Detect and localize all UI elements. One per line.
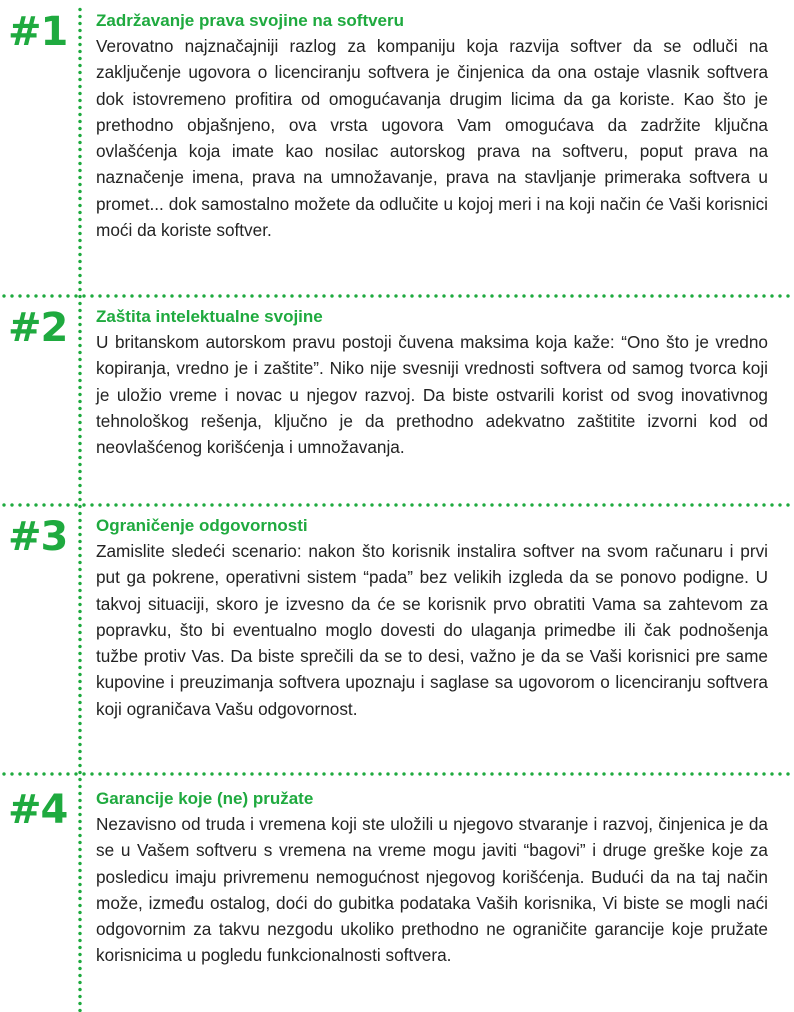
section-body: Zamislite sledeći scenario: nakon što korisnik instalira softver na svom računaru i prvi put ga pokrene, operativni sistem “pada” bez velikih izgleda da se ponovo podigne. U takvoj situaciji, skoro je izvesno da će se korisnik prvo obratiti Vama sa zahtevom za popravku, što bi eventualno moglo dovesti do ulaganja primedbe ili čak podnošenja tužbe protiv Vas. Da biste sprečili da se to desi, važno je da se Vaši korisnici pre same kupovine i preuzimanja softvera upoznaju i saglase sa ugovorom o licenciranju softvera koji ograničava Vašu odgovornost. (96, 541, 768, 719)
section-title: Ograničenje odgovornosti (96, 516, 308, 535)
section-body: Nezavisno od truda i vremena koji ste uložili u njegovo stvaranje i razvoj, činjenica je da se u Vašem softveru s vremena na vreme mogu javiti “bagovi” i druge greške koje za posledicu imaju privremenu nemogućnost njegovog korišćenja. Budući da na taj način može, između ostalog, doći do gubitka podataka Vaših korisnika, Vi biste se mogli naći odgovornim za takvu nezgodu ukoliko prethodno ne ograničite garancije koje pružate korisnicima u pogledu funkcionalnosti softvera. (96, 814, 768, 966)
section-title: Zadržavanje prava svojine na softveru (96, 11, 405, 30)
horizontal-dotted-divider (0, 294, 794, 298)
section-content (96, 306, 768, 460)
section-content (96, 10, 768, 243)
section-content (96, 515, 768, 722)
horizontal-dotted-divider (0, 772, 794, 776)
section-body: Verovatno najznačajniji razlog za kompaniju koja razvija softver da se odluči na zaključenje ugovora o licenciranju softvera je činjenica da ona ostaje vlasnik softvera dok istovremeno profitira od omogućavanja drugim licima da ga koriste. Kao što je prethodno objašnjeno, ova vrsta ugovora Vam omogućava da zadržite ključna ovlašćenja koja imate kao nosilac autorskog prava na softveru, poput prava na naznačenje imena, prava na umnožavanje, prava na stavljanje primeraka softvera u promet... dok samostalno možete da odlučite u kojoj meri i na koji način će Vaši korisnici moći da koriste softver. (96, 36, 768, 241)
vertical-dotted-divider (78, 6, 82, 1012)
section-number: #4 (8, 787, 68, 833)
horizontal-dotted-divider (0, 503, 794, 507)
section-body: U britanskom autorskom pravu postoji čuvena maksima koja kaže: “Ono što je vredno kopiranja, vredno je i zaštite”. Niko nije svesniji vrednosti softvera od samog tvorca koji je uložio vreme i novac u njegov razvoj. Da biste ostvarili korist od svog inovativnog tehnološkog rešenja, ključno je da prethodno adekvatno zaštitite izvorni kod od neovlašćenog korišćenja i umnožavanja. (96, 332, 768, 458)
section-number: #3 (8, 514, 68, 560)
section-number: #1 (8, 9, 68, 55)
section-number: #2 (8, 305, 68, 351)
section-title: Zaštita intelektualne svojine (96, 307, 323, 326)
section-content (96, 788, 768, 969)
section-title: Garancije koje (ne) pružate (96, 789, 314, 808)
